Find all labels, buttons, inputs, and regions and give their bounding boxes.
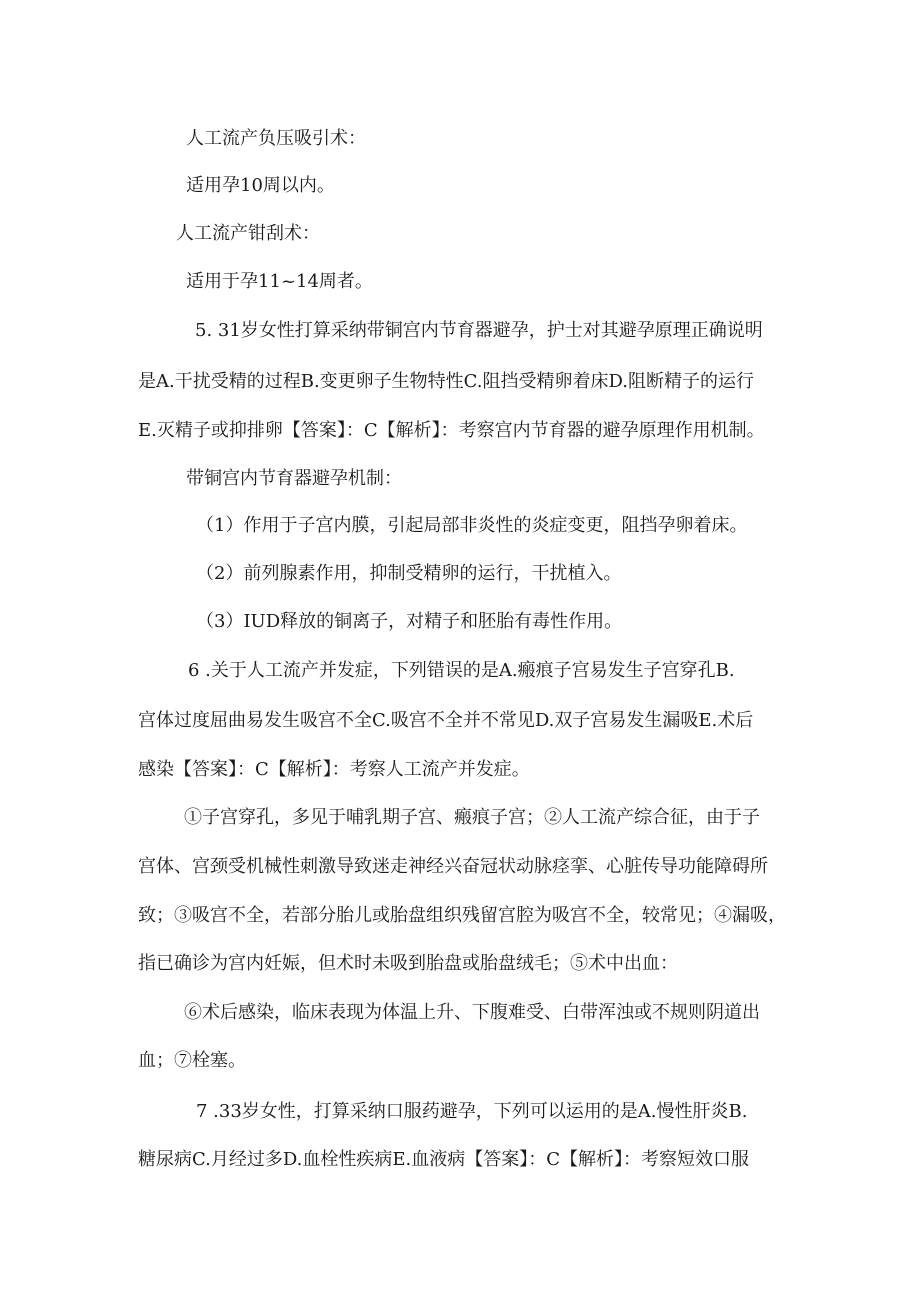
- text-line: 糖尿病C.月经过多D.血栓性疾病E.血液病【答案】：C【解析】：考察短效口服: [138, 1149, 749, 1170]
- text-line: 7 .33岁女性，打算采纳口服药避孕，下列可以运用的是A.慢性肝炎B.: [196, 1101, 748, 1122]
- text-line: （3）IUD释放的铜离子，对精子和胚胎有毒性作用。: [196, 611, 623, 632]
- text-line: 适用孕10周以内。: [186, 175, 335, 196]
- text-line: 指已确诊为宫内妊娠，但术时未吸到胎盘或胎盘绒毛；⑤术中出血：: [138, 953, 678, 974]
- text-line: 人工流产负压吸引术：: [186, 128, 366, 149]
- text-line: E.灭精子或抑排卵【答案】：C【解析】：考察宫内节育器的避孕原理作用机制。: [138, 420, 765, 441]
- text-line: 感染【答案】：C【解析】：考察人工流产并发症。: [138, 759, 530, 780]
- text-line: 血；⑦栓塞。: [138, 1050, 246, 1071]
- text-line: ①子宫穿孔，多见于哺乳期子宫、瘢痕子宫；②人工流产综合征，由于子: [184, 807, 760, 828]
- text-line: 适用于孕11~14周者。: [186, 271, 373, 292]
- text-line: ⑥术后感染，临床表现为体温上升、下腹难受、白带浑浊或不规则阴道出: [184, 1002, 760, 1023]
- text-line: 6 .关于人工流产并发症，下列错误的是A.瘢痕子宫易发生子宫穿孔B.: [188, 660, 735, 681]
- text-line: 带铜宫内节育器避孕机制：: [186, 468, 402, 489]
- text-line: （2）前列腺素作用，抑制受精卵的运行，干扰植入。: [196, 563, 622, 584]
- text-line: 宫体过度屈曲易发生吸宫不全C.吸宫不全并不常见D.双子宫易发生漏吸E.术后: [138, 710, 754, 731]
- text-line: 致；③吸宫不全，若部分胎儿或胎盘组织残留宫腔为吸宫不全，较常见；④漏吸，: [138, 905, 786, 926]
- text-line: 人工流产钳刮术：: [176, 223, 320, 244]
- text-line: 5. 31岁女性打算采纳带铜宫内节育器避孕，护士对其避孕原理正确说明: [195, 320, 763, 341]
- text-line: 是A.干扰受精的过程B.变更卵子生物特性C.阻挡受精卵着床D.阻断精子的运行: [138, 371, 755, 392]
- text-line: 宫体、宫颈受机械性刺激导致迷走神经兴奋冠状动脉痉挛、心脏传导功能障碍所: [138, 856, 768, 877]
- text-line: （1）作用于子宫内膜，引起局部非炎性的炎症变更，阻挡孕卵着床。: [196, 515, 748, 536]
